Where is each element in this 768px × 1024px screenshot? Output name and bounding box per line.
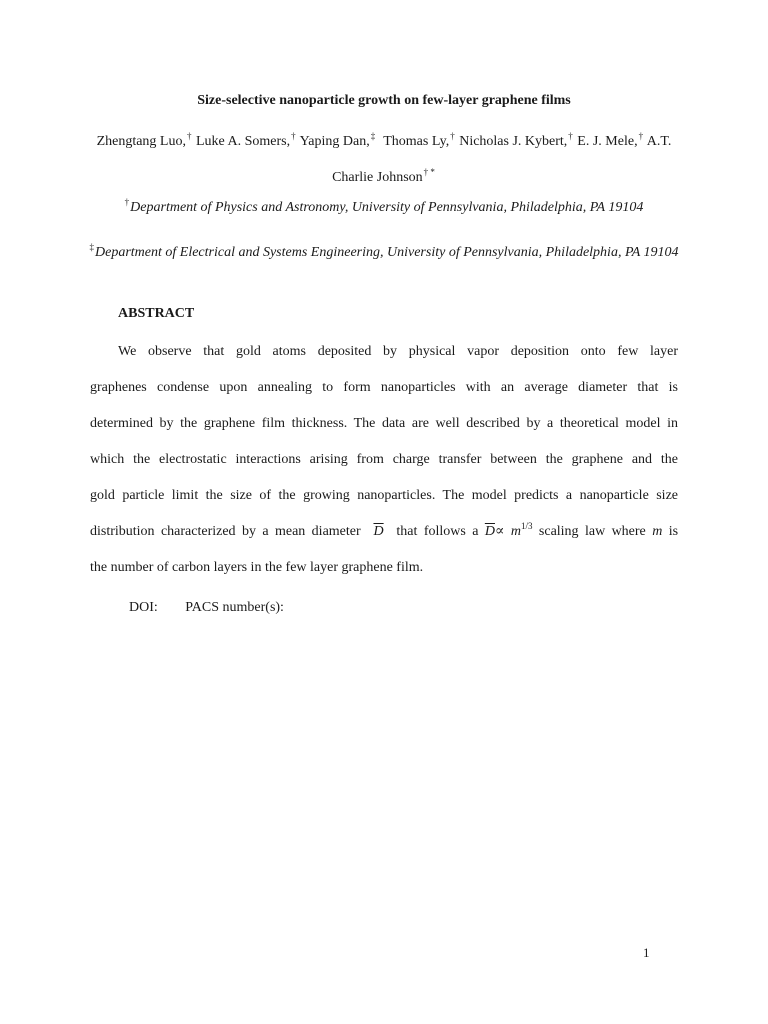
abstract-body bbox=[90, 334, 679, 586]
formula-text: scaling law where bbox=[538, 524, 646, 539]
affiliation-mark: † bbox=[124, 197, 130, 207]
affiliation-mark: † bbox=[450, 131, 455, 141]
abstract-line-formula bbox=[90, 514, 678, 550]
formula-text: distribution characterized by a mean diameter bbox=[90, 524, 361, 539]
author-list bbox=[95, 124, 673, 196]
author-name: Yaping Dan, bbox=[299, 134, 370, 149]
identifiers-row bbox=[129, 600, 284, 616]
page-number: 1 bbox=[643, 945, 650, 960]
abstract-line: gold particle limit the size of the growing nanoparticles. The model predicts a nanoparticle size bbox=[90, 488, 678, 503]
affiliation-mark: ‡ bbox=[370, 131, 376, 141]
author-name: Zhengtang Luo, bbox=[96, 134, 186, 149]
affiliation-text: Department of Electrical and Systems Engineering, University of Pennsylvania, Philadelphia, PA 19104 bbox=[95, 245, 679, 260]
mean-diameter-symbol: $\overline{D}$ bbox=[484, 524, 495, 539]
mean-diameter-symbol: $\overline{D}$ bbox=[373, 524, 384, 539]
affiliation-mark: † * bbox=[423, 167, 435, 177]
author-name: A.T. Charlie Johnson bbox=[332, 134, 672, 185]
abstract-line: which the electrostatic interactions arising from charge transfer between the graphene and the bbox=[90, 452, 678, 467]
author-name: E. J. Mele, bbox=[577, 134, 638, 149]
layer-count-symbol: m bbox=[510, 524, 521, 539]
author-name: Luke A. Somers, bbox=[195, 134, 291, 149]
abstract-heading: ABSTRACT bbox=[118, 306, 195, 321]
affiliation-mark: † bbox=[186, 131, 192, 141]
proportional-symbol: ∝ bbox=[494, 524, 505, 539]
paper-title: Size-selective nanoparticle growth on few-layer graphene films bbox=[197, 93, 571, 108]
abstract-line: determined by the graphene film thickness. The data are well described by a theoretical model in bbox=[90, 416, 678, 431]
doi-label: DOI: bbox=[129, 600, 158, 615]
author-name: Nicholas J. Kybert, bbox=[459, 134, 568, 149]
exponent: 1/3 bbox=[520, 521, 533, 531]
formula-text: is bbox=[668, 524, 679, 539]
abstract-line: We observe that gold atoms deposited by physical vapor deposition onto few layer bbox=[118, 344, 678, 359]
formula-text: that follows a bbox=[396, 524, 479, 539]
affiliation-mark: † bbox=[291, 131, 296, 141]
affiliation-mark: † bbox=[638, 131, 644, 141]
affiliation-text: Department of Physics and Astronomy, University of Pennsylvania, Philadelphia, PA 19104 bbox=[130, 200, 644, 215]
abstract-line: graphenes condense upon annealing to form nanoparticles with an average diameter that is bbox=[90, 380, 678, 395]
affiliation-physics bbox=[80, 197, 688, 216]
layer-count-symbol: m bbox=[652, 524, 663, 539]
author-name: Thomas Ly, bbox=[383, 134, 450, 149]
affiliation-mark: † bbox=[568, 131, 573, 141]
affiliation-mark: ‡ bbox=[89, 242, 94, 252]
abstract-line: the number of carbon layers in the few layer graphene film. bbox=[90, 560, 424, 575]
pacs-label: PACS number(s): bbox=[185, 600, 284, 615]
affiliation-engineering bbox=[80, 235, 688, 271]
